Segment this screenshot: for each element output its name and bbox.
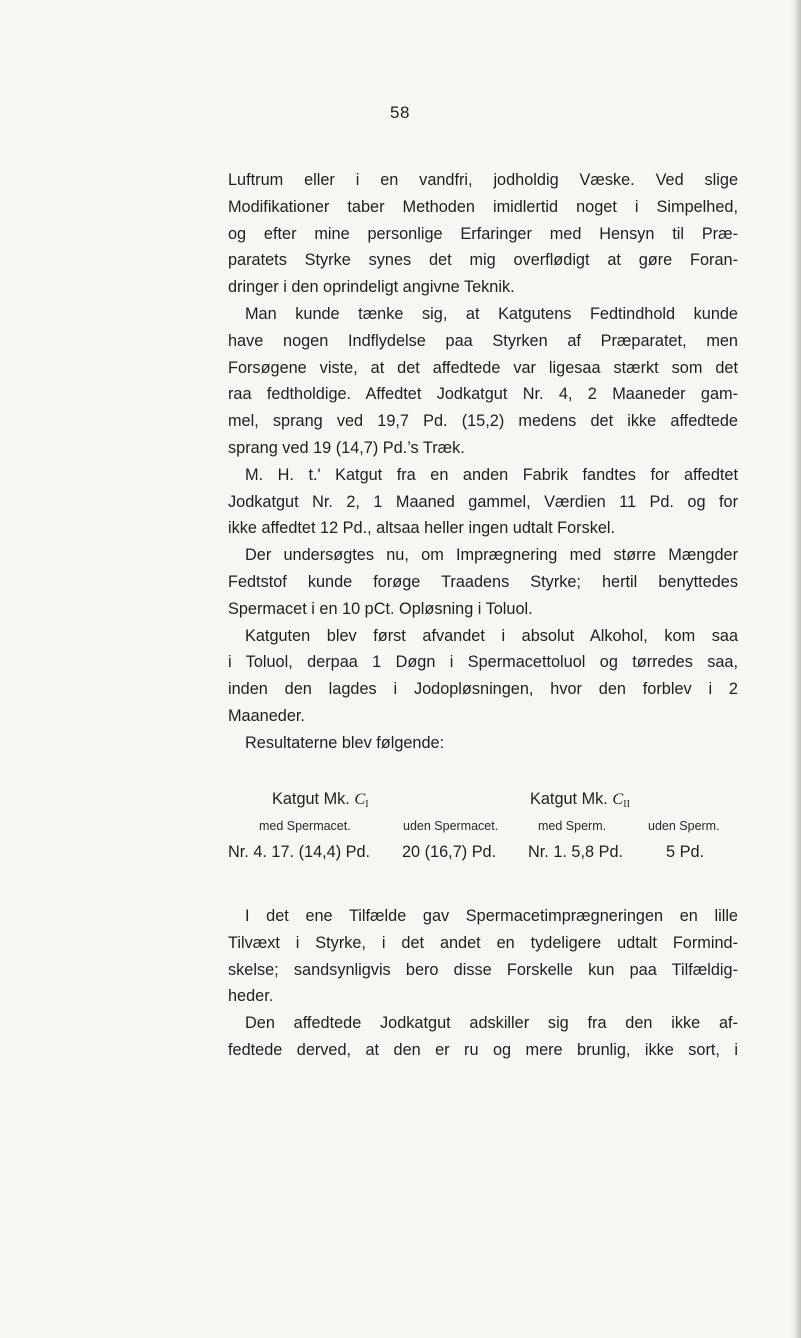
table-subheader: med Sperm.	[538, 819, 607, 833]
text-line: Luftrum eller i en vandfri, jodholdig Væske. Ved slige	[228, 171, 738, 189]
paragraph-8	[228, 1010, 738, 1064]
group-symbol: C	[354, 789, 366, 808]
text-line: sprang ved 19 (14,7) Pd.’s Træk.	[228, 438, 465, 457]
text-line: ikke affedtet 12 Pd., altsaa heller ingen udtalt Forskel.	[228, 519, 616, 538]
table-cell: 5 Pd.	[666, 843, 705, 861]
group-symbol: C	[612, 789, 624, 808]
table-cell: Nr. 1. 5,8 Pd.	[528, 843, 624, 861]
page-number: 58	[390, 103, 410, 122]
text-line: Resultaterne blev følgende:	[245, 733, 445, 752]
text-line: i Toluol, derpaa 1 Døgn i Spermacettoluol og tørredes saa,	[228, 653, 738, 672]
table-subheader: med Spermacet.	[259, 819, 351, 833]
text-line: dringer i den oprindeligt angivne Teknik.	[228, 278, 515, 297]
table-cell: 20 (16,7) Pd.	[402, 843, 497, 861]
text-line: Forsøgene viste, at det affedtede var ligesaa stærkt som det	[228, 358, 738, 377]
group-header-2	[530, 789, 630, 809]
text-line: Man kunde tænke sig, at Katgutens Fedtindhold kunde	[245, 304, 738, 323]
paragraph-2	[228, 301, 738, 462]
text-line: inden den lagdes i Jodopløsningen, hvor den forblev i 2	[228, 680, 738, 699]
group-label: Katgut Mk.	[272, 790, 350, 808]
paragraph-3	[228, 462, 738, 542]
text-line: fedtede derved, at den er ru og mere brunlig, ikke sort, i	[228, 1040, 738, 1059]
group-subscript: II	[623, 799, 630, 810]
body-text-bottom	[228, 903, 738, 1064]
paragraph-5	[228, 623, 738, 730]
page-edge-shadow	[791, 0, 801, 1338]
group-header-1	[272, 789, 369, 809]
text-line: og efter mine personlige Erfaringer med Hensyn til Præ-	[228, 224, 738, 243]
table-subheader: uden Sperm.	[648, 819, 720, 833]
text-line: Modifikationer taber Methoden imidlertid noget i Simpelhed,	[228, 197, 738, 216]
paragraph-6	[228, 730, 738, 757]
text-line: I det ene Tilfælde gav Spermacetimprægneringen en lille	[245, 907, 738, 925]
text-line: Tilvæxt i Styrke, i det andet en tydeligere udtalt Formind-	[228, 933, 738, 952]
text-line: paratets Styrke synes det mig overflødigt at gøre Foran-	[228, 251, 738, 270]
table-row	[228, 843, 740, 869]
text-line: skelse; sandsynligvis bero disse Forskelle kun paa Tilfældig-	[228, 960, 738, 979]
results-table	[228, 789, 740, 869]
text-line: M. H. t.' Katgut fra en anden Fabrik fandtes for affedtet	[245, 465, 738, 484]
paragraph-7	[228, 903, 738, 1010]
group-label: Katgut Mk.	[530, 790, 608, 808]
text-line: Maaneder.	[228, 706, 305, 725]
text-line: Fedtstof kunde forøge Traadens Styrke; hertil benyttedes	[228, 572, 738, 591]
text-line: heder.	[228, 987, 274, 1006]
text-line: mel, sprang ved 19,7 Pd. (15,2) medens det ikke affedtede	[228, 412, 738, 431]
table-header-row	[228, 789, 740, 817]
group-subscript: I	[365, 799, 369, 810]
paragraph-4	[228, 542, 738, 622]
text-line: have nogen Indflydelse paa Styrken af Præparatet, men	[228, 331, 738, 350]
text-line: raa fedtholdige. Affedtet Jodkatgut Nr. 4, 2 Maaneder gam-	[228, 385, 738, 404]
table-subheader: uden Spermacet.	[403, 819, 499, 833]
text-line: Spermacet i en 10 pCt. Opløsning i Toluol.	[228, 599, 533, 618]
text-line: Der undersøgtes nu, om Imprægnering med større Mængder	[245, 546, 738, 565]
text-line: Katguten blev først afvandet i absolut Alkohol, kom saa	[245, 626, 738, 645]
table-subheader-row	[228, 817, 740, 843]
text-line: Den affedtede Jodkatgut adskiller sig fra den ikke af-	[245, 1014, 738, 1033]
body-text-top	[228, 167, 738, 757]
text-line: Jodkatgut Nr. 2, 1 Maaned gammel, Værdien 11 Pd. og for	[228, 492, 738, 511]
paragraph-1	[228, 167, 738, 301]
table-cell: Nr. 4. 17. (14,4) Pd.	[228, 843, 371, 861]
